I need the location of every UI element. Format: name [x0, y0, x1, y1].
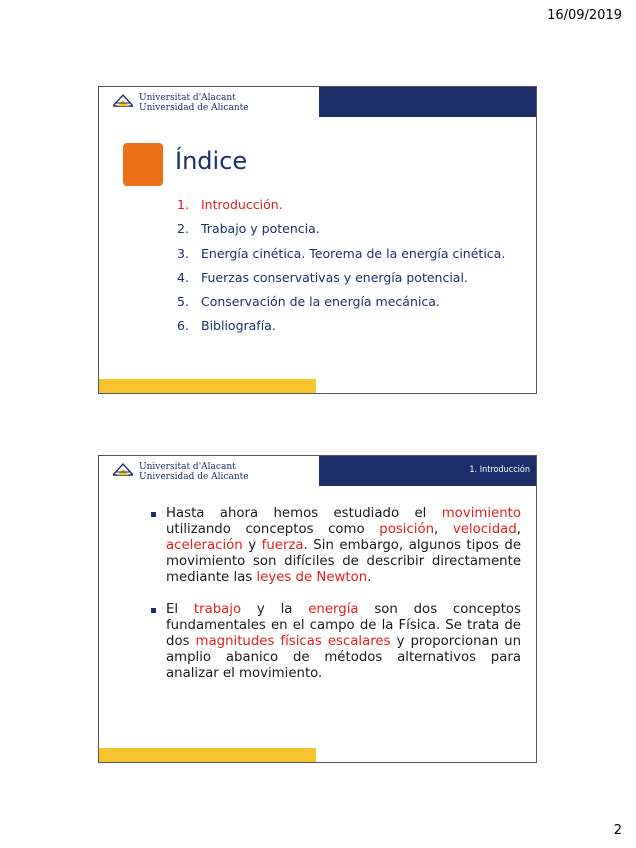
keyword: trabajo — [193, 602, 242, 617]
header-bar — [319, 456, 536, 486]
index-list — [177, 193, 505, 339]
body-list — [149, 506, 521, 698]
slide-title: Índice — [175, 147, 248, 175]
index-item: 2. Trabajo y potencia. — [177, 221, 320, 237]
keyword: movimiento — [441, 506, 521, 521]
page-date: 16/09/2019 — [547, 8, 622, 23]
bullet-icon — [151, 512, 156, 517]
university-logo — [113, 462, 249, 482]
bullet-icon — [151, 608, 156, 613]
section-label: 1. Introducción — [469, 465, 530, 475]
index-item: 5. Conservación de la energía mecánica. — [177, 294, 440, 310]
index-item: 3. Energía cinética. Teorema de la energía cinética. — [177, 245, 506, 261]
university-emblem-icon — [113, 93, 133, 107]
index-item: 6. Bibliografía. — [177, 318, 276, 334]
logo-line-1: Universitat d'Alacant — [139, 462, 236, 472]
logo-line-2: Universidad de Alicante — [139, 103, 249, 113]
slide-index — [98, 86, 537, 394]
footer-bar — [99, 379, 316, 393]
paragraph-1: Hasta ahora hemos estudiado el movimiento utilizando conceptos como posición, velocidad, aceleración y fuerza. Sin embargo, algunos tipos de movimiento son difíciles de describir directamente mediante las leyes de Newton. — [149, 506, 521, 586]
index-item: 1. Introducción. — [177, 197, 283, 212]
index-item: 4. Fuerzas conservativas y energía potencial. — [177, 269, 468, 285]
keyword: magnitudes físicas escalares — [195, 634, 391, 649]
keyword: posición — [379, 522, 435, 537]
keyword: velocidad — [452, 522, 517, 537]
keyword: energía — [308, 602, 359, 617]
title-accent-box — [123, 143, 163, 186]
logo-line-1: Universitat d'Alacant — [139, 93, 236, 103]
keyword: fuerza — [261, 538, 304, 553]
page-number: 2 — [613, 823, 622, 838]
university-emblem-icon — [113, 462, 133, 476]
logo-line-2: Universidad de Alicante — [139, 472, 249, 482]
university-logo — [113, 93, 249, 113]
keyword: leyes de Newton — [256, 570, 368, 585]
slide-introduction — [98, 455, 537, 763]
header-bar — [319, 87, 536, 117]
paragraph-2: El trabajo y la energía son dos conceptos fundamentales en el campo de la Física. Se trata de dos magnitudes físicas escalares y proporcionan un amplio abanico de métodos alternativos para analizar el movimiento. — [149, 602, 521, 682]
footer-bar — [99, 748, 316, 762]
keyword: aceleración — [166, 538, 243, 553]
